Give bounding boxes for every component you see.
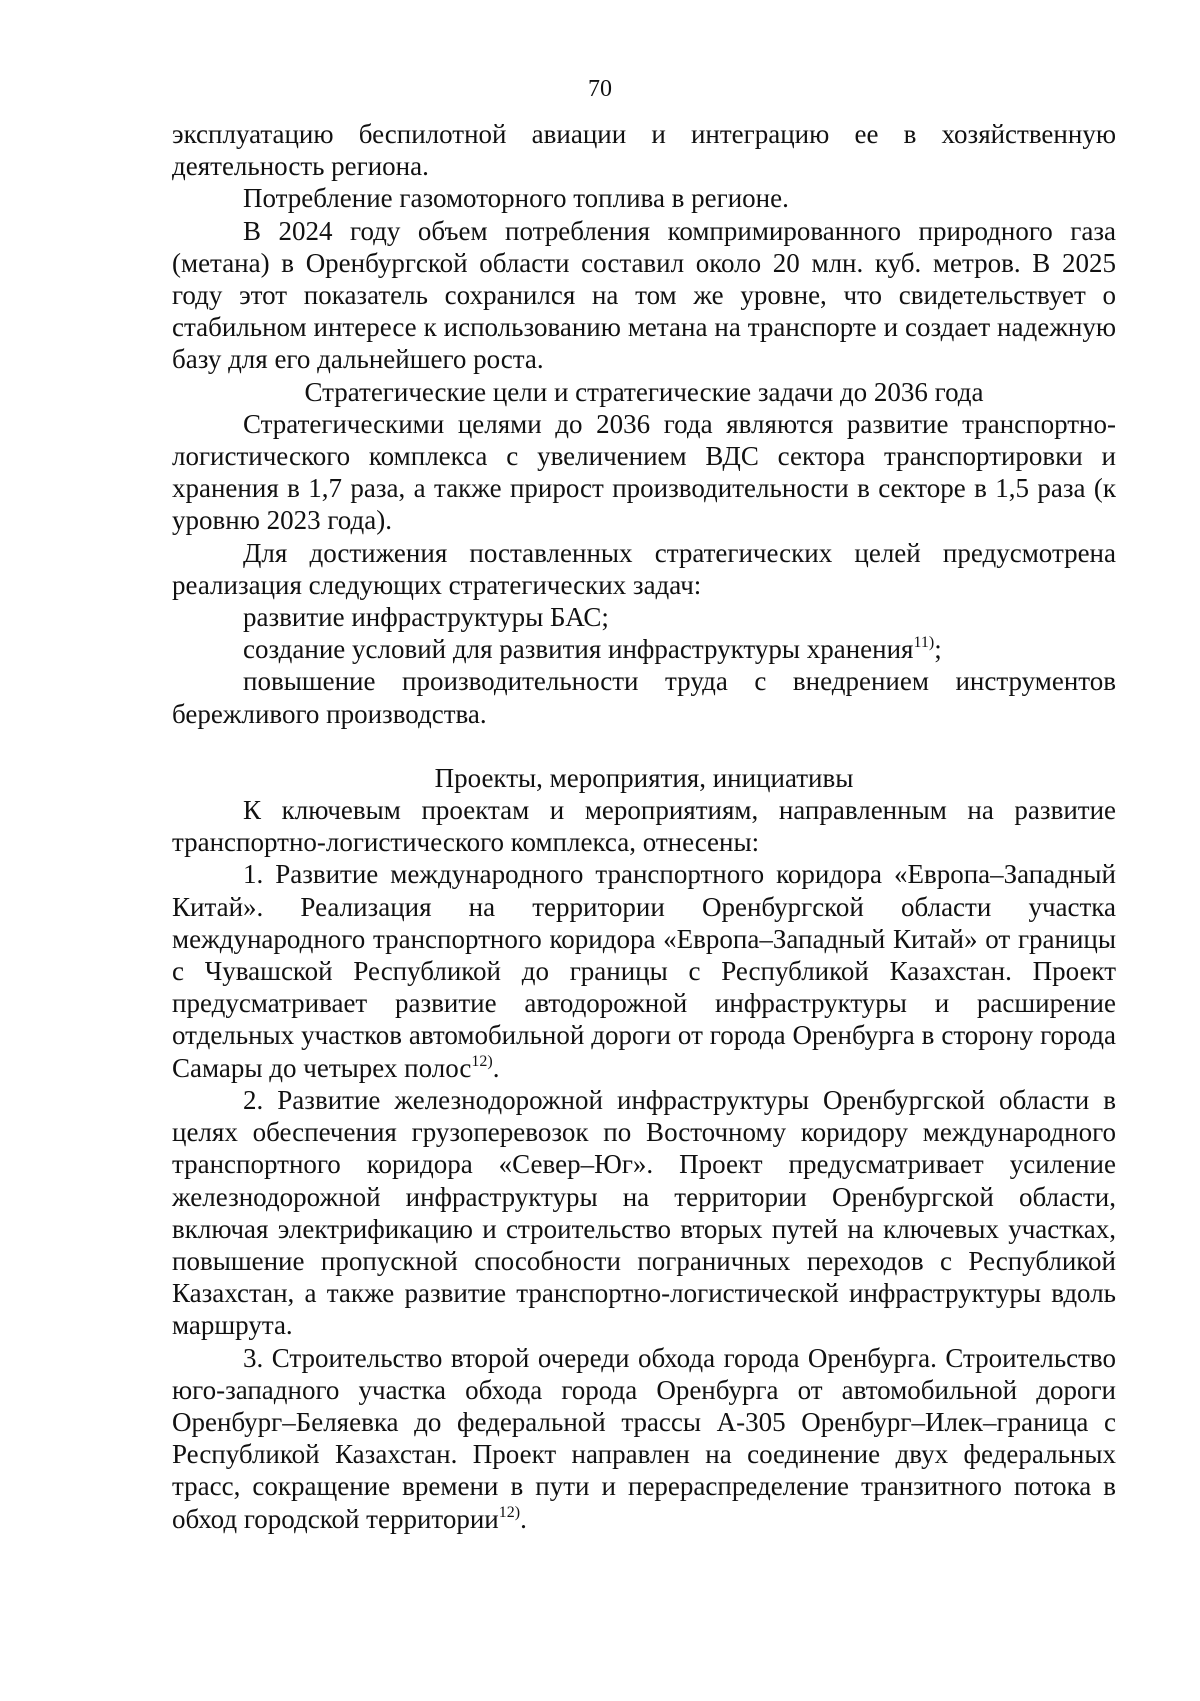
trailing-punct: . bbox=[520, 1503, 527, 1534]
section-heading: Стратегические цели и стратегические задачи до 2036 года bbox=[304, 376, 984, 407]
section-heading: Проекты, мероприятия, инициативы bbox=[434, 762, 854, 793]
footnote-ref: 12) bbox=[498, 1503, 521, 1521]
numbered-item bbox=[172, 1342, 1116, 1535]
paragraph-heading: Потребление газомоторного топлива в регионе. bbox=[243, 183, 789, 214]
list-item bbox=[172, 633, 1116, 665]
numbered-item: 2. Развитие железнодорожной инфраструктуры Оренбургской области в целях обеспечения грузоперевозок по Восточному коридору международного транспортного коридора «Север–Юг». Проект предусматривает усиление железнодорожной инфраструктуры на территории Оренбургской области, включая электрификацию и строительство вторых путей на ключевых участках, повышение пропускной способности пограничных переходов с Республикой Казахстан, а также развитие транспортно-логистической инфраструктуры вдоль маршрута. bbox=[172, 1084, 1116, 1341]
page-body bbox=[172, 118, 1116, 1535]
numbered-item-text: 3. Строительство второй очереди обхода города Оренбурга. Строительство юго-западного участка обхода города Оренбурга от автомобильной дороги Оренбург–Беляевка до федеральной трассы А-305 Оренбург–Илек–граница с Республикой Казахстан. Проект направлен на соединение двух федеральных трасс, сокращение времени в пути и перераспределение транзитного потока в обход городской территории bbox=[172, 1342, 1116, 1534]
trailing-punct: ; bbox=[934, 634, 942, 665]
paragraph: К ключевым проектам и мероприятиям, направленным на развитие транспортно-логистического комплекса, отнесены: bbox=[172, 795, 1116, 858]
paragraph: Стратегическими целями до 2036 года являются развитие транспортно-логистического комплекса с увеличением ВДС сектора транспортировки и хранения в 1,7 раза, а также прирост производительности в секторе в 1,5 раза (к уровню 2023 года). bbox=[172, 408, 1116, 536]
page-number: 70 bbox=[588, 76, 612, 102]
footnote-ref: 12) bbox=[471, 1052, 493, 1070]
list-item-text: создание условий для развития инфраструктуры хранения bbox=[243, 634, 914, 665]
paragraph: Для достижения поставленных стратегических целей предусмотрена реализация следующих стратегических задач: bbox=[172, 537, 1116, 600]
list-item: развитие инфраструктуры БАС; bbox=[243, 602, 609, 633]
list-item: повышение производительности труда с внедрением инструментов бережливого производства. bbox=[172, 666, 1116, 729]
footnote-ref: 11) bbox=[913, 634, 935, 652]
paragraph: В 2024 году объем потребления компримированного природного газа (метана) в Оренбургской области составил около 20 млн. куб. метров. В 2025 году этот показатель сохранился на том же уровне, что свидетельствует о стабильном интересе к использованию метана на транспорте и создает надежную базу для его дальнейшего роста. bbox=[172, 215, 1116, 375]
numbered-item-text: 1. Развитие международного транспортного коридора «Европа–Западный Китай». Реализация на территории Оренбургской области участка международного транспортного коридора «Европа–Западный Китай» от границы с Чувашской Республикой до границы с Республикой Казахстан. Проект предусматривает развитие автодорожной инфраструктуры и расширение отдельных участков автомобильной дороги от города Оренбурга в сторону города Самары до четырех полос bbox=[172, 859, 1116, 1083]
trailing-punct: . bbox=[492, 1052, 500, 1083]
paragraph: эксплуатацию беспилотной авиации и интеграцию ее в хозяйственную деятельность региона. bbox=[172, 119, 1116, 182]
numbered-item bbox=[172, 858, 1116, 1083]
spacer bbox=[172, 730, 1116, 762]
